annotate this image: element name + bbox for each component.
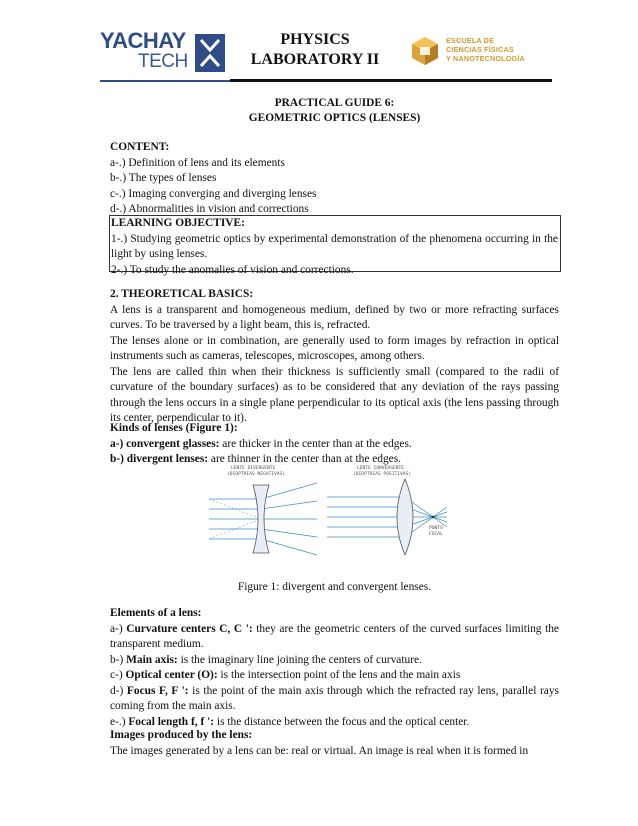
theory-paragraph: The lens are called thin when their thickness is sufficiently small (compared to the radii of curvature of the boundary surfaces) as to be considered that any deviation of the rays passing through the lens occurs in a single plane perpendicular to its optical axis (the lens passing through its center, perpendicular to it). (110, 365, 559, 424)
elements-heading: Elements of a lens: (110, 607, 202, 619)
school-emblem-icon (410, 36, 440, 66)
elements-item (110, 684, 559, 715)
elements-prefix: e-.) (110, 715, 129, 728)
elements-item (110, 653, 559, 669)
kinds-term: b-) divergent lenses: (110, 453, 209, 465)
content-item: c-.) Imaging converging and diverging lenses (110, 187, 317, 200)
elements-term: Main axis: (126, 653, 178, 666)
content-heading: CONTENT: (110, 141, 170, 153)
elements-prefix: b-) (110, 653, 127, 666)
elements-text: is the intersection point of the lens and the main axis (217, 669, 461, 681)
divergent-label-2: (DIOPTRIAS NEGATIVAS) (227, 472, 286, 477)
divergent-lens-diagram (209, 465, 317, 555)
elements-prefix: d-) (110, 684, 127, 697)
elements-section (110, 606, 559, 730)
divergent-label-1: LENTE DIVERGENTE (231, 466, 276, 471)
school-name-line2: CIENCIAS FÍSICAS (446, 45, 514, 54)
convergent-lens-diagram (327, 465, 447, 555)
elements-item (110, 622, 559, 653)
content-section (110, 140, 559, 218)
lenses-figure (207, 463, 447, 575)
convergent-lens-shape (397, 479, 413, 555)
kinds-item-convergent (110, 437, 559, 453)
elements-text: they are the geometric centers of the curved surfaces limiting the transparent medium. (110, 622, 559, 650)
content-item: b-.) The types of lenses (110, 172, 217, 184)
school-name-line1: ESCUELA DE (446, 36, 495, 45)
yachay-tech-logo (100, 28, 225, 76)
header-rule-blue (100, 80, 230, 82)
theory-paragraph: The lenses alone or in combination, are generally used to form images by refraction in optical instruments such as cameras, telescopes, microscopes, among others. (110, 334, 559, 362)
content-item: d-.) Abnormalities in vision and corrections (110, 203, 309, 215)
header-title (240, 30, 390, 70)
theory-paragraph: A lens is a transparent and homogeneous medium, defined by two or more refracting surfaces curves. To be traversed by a light beam, this is, refracted. (110, 303, 559, 331)
kinds-heading: Kinds of lenses (Figure 1): (110, 422, 238, 434)
elements-prefix: c-) (110, 669, 126, 681)
kinds-term: a-) convergent glasses: (110, 437, 220, 450)
guide-title (110, 96, 559, 126)
header-title-line2: LABORATORY II (250, 51, 380, 68)
elements-term: Curvature centers C, C ': (126, 622, 253, 635)
logo-text-yachay: YACHAY (100, 28, 186, 53)
convergent-label-2: (DIOPTRIAS POSITIVAS) (353, 472, 412, 477)
objective-heading: LEARNING OBJECTIVE: (111, 217, 245, 229)
guide-title-line1: PRACTICAL GUIDE 6: (274, 97, 395, 109)
focal-point-icon (432, 516, 435, 519)
yachay-emblem-icon (195, 34, 225, 72)
content-item: a-.) Definition of lens and its elements (110, 156, 285, 169)
focal-label-2: FOCAL (429, 532, 443, 537)
kinds-section (110, 421, 559, 468)
objective-item-2: 2-.) To study the anomalies of vision and corrections. (111, 263, 354, 276)
header-rule (230, 79, 552, 82)
elements-term: Optical center (O): (125, 669, 218, 681)
elements-prefix: a-) (110, 622, 127, 635)
elements-text: is the point of the main axis through which the refracted ray lens, parallel rays coming from the main axis. (110, 684, 559, 712)
elements-text: is the distance between the focus and the optical center. (214, 715, 470, 728)
images-text: The images generated by a lens can be: real or virtual. An image is real when it is formed in (110, 744, 529, 757)
school-name-line3: Y NANOTECNOLOGÍA (446, 54, 525, 63)
images-heading: Images produced by the lens: (110, 729, 253, 741)
objective-item-1: 1-.) Studying geometric optics by experimental demonstration of the phenomena occurring in the light by using lenses. (111, 232, 558, 260)
theory-section (110, 287, 559, 427)
kinds-text: are thinner in the center than at the edges. (208, 453, 402, 465)
focal-label-1: PUNTO (429, 526, 443, 531)
logo-text-tech: TECH (138, 51, 188, 72)
images-section (110, 728, 559, 759)
elements-text: is the imaginary line joining the centers of curvature. (177, 653, 422, 666)
convergent-label-1: LENTE CONVERGENTE (357, 466, 405, 471)
elements-term: Focal length f, f ': (128, 715, 215, 728)
header-title-line1: PHYSICS (280, 31, 350, 48)
figure-caption: Figure 1: divergent and convergent lenses. (237, 581, 432, 593)
theory-heading: 2. THEORETICAL BASICS: (110, 288, 254, 300)
school-logo (410, 34, 540, 70)
convergent-rays (327, 497, 447, 537)
guide-title-line2: GEOMETRIC OPTICS (LENSES) (248, 112, 421, 124)
elements-item (110, 668, 559, 684)
kinds-text: are thicker in the center than at the edges. (219, 437, 412, 450)
learning-objective-section (111, 216, 558, 278)
elements-term: Focus F, F ': (126, 684, 189, 697)
